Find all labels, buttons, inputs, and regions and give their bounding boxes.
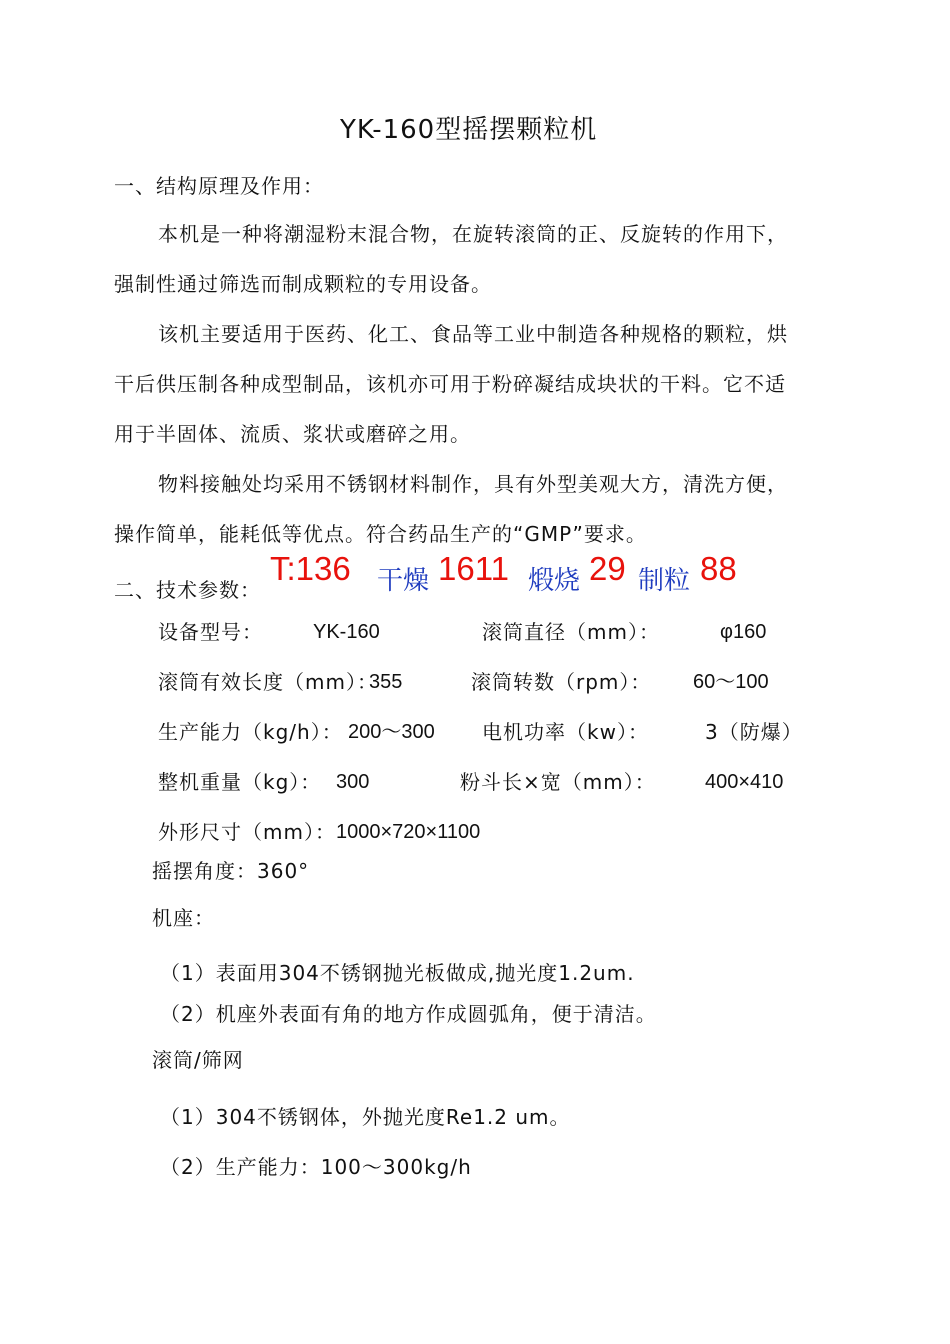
param-model-label: 设备型号： [158,620,263,644]
param-length-value: 355 [369,671,403,693]
overlay-gran-value: 88 [700,550,737,587]
swing-angle: 摇摆角度：360° [152,859,310,883]
paragraph-2-line-3: 用于半固体、流质、浆状或磨碎之用。 [114,422,471,446]
drum-item-1: （1）304不锈钢体，外抛光度Re1.2 um。 [160,1105,571,1129]
param-power-label: 电机功率（kw）： [482,720,649,744]
paragraph-2-line-2: 干后供压制各种成型制品，该机亦可用于粉碎凝结成块状的干料。它不适 [114,372,786,396]
param-speed-value: 60～100 [693,671,769,693]
overlay-gran-label: 制粒 [638,566,691,596]
param-dims-value: 1000×720×1100 [336,821,481,843]
base-item-1: （1）表面用304不锈钢抛光板做成,抛光度1.2um. [160,961,635,985]
base-heading: 机座： [152,906,215,930]
param-model-value: YK-160 [313,621,380,643]
param-weight-value: 300 [336,771,370,793]
param-hopper-label: 粉斗长×宽（mm）： [460,770,656,794]
drum-item-2: （2）生产能力：100～300kg/h [160,1155,472,1179]
param-length-label: 滚筒有效长度（mm）： [158,670,378,694]
overlay-dry-value: 1611 [438,550,509,587]
base-item-2: （2）机座外表面有角的地方作成圆弧角，便于清洁。 [160,1002,657,1026]
section-1-heading: 一、结构原理及作用： [114,174,324,198]
paragraph-2-line-1: 该机主要适用于医药、化工、食品等工业中制造各种规格的颗粒，烘 [158,322,788,346]
paragraph-3-line-1: 物料接触处均采用不锈钢材料制作，具有外型美观大方，清洗方便， [158,472,788,496]
section-2-heading: 二、技术参数： [114,578,261,602]
drum-heading: 滚筒/筛网 [152,1048,244,1072]
param-capacity-value: 200～300 [348,721,435,743]
overlay-dry-label: 干燥 [377,566,430,596]
overlay-calc-value: 29 [589,550,626,587]
paragraph-3-line-2: 操作简单，能耗低等优点。符合药品生产的“GMP”要求。 [114,522,647,546]
paragraph-1-line-2: 强制性通过筛选而制成颗粒的专用设备。 [114,272,492,296]
param-capacity-label: 生产能力（kg/h）： [158,720,343,744]
paragraph-1-line-1: 本机是一种将潮湿粉末混合物，在旋转滚筒的正、反旋转的作用下， [158,222,788,246]
param-speed-label: 滚筒转数（rpm）： [471,670,652,694]
overlay-t-label: T:136 [270,550,351,587]
param-weight-label: 整机重量（kg）： [158,770,322,794]
param-diameter-value: φ160 [720,621,767,643]
param-dims-label: 外形尺寸（mm）： [158,820,336,844]
overlay-calc-label: 煅烧 [528,566,581,596]
param-power-value: 3（防爆） [705,720,803,744]
param-diameter-label: 滚筒直径（mm）： [482,620,660,644]
page-title: YK-160型摇摆颗粒机 [340,115,598,145]
param-hopper-value: 400×410 [705,771,784,793]
